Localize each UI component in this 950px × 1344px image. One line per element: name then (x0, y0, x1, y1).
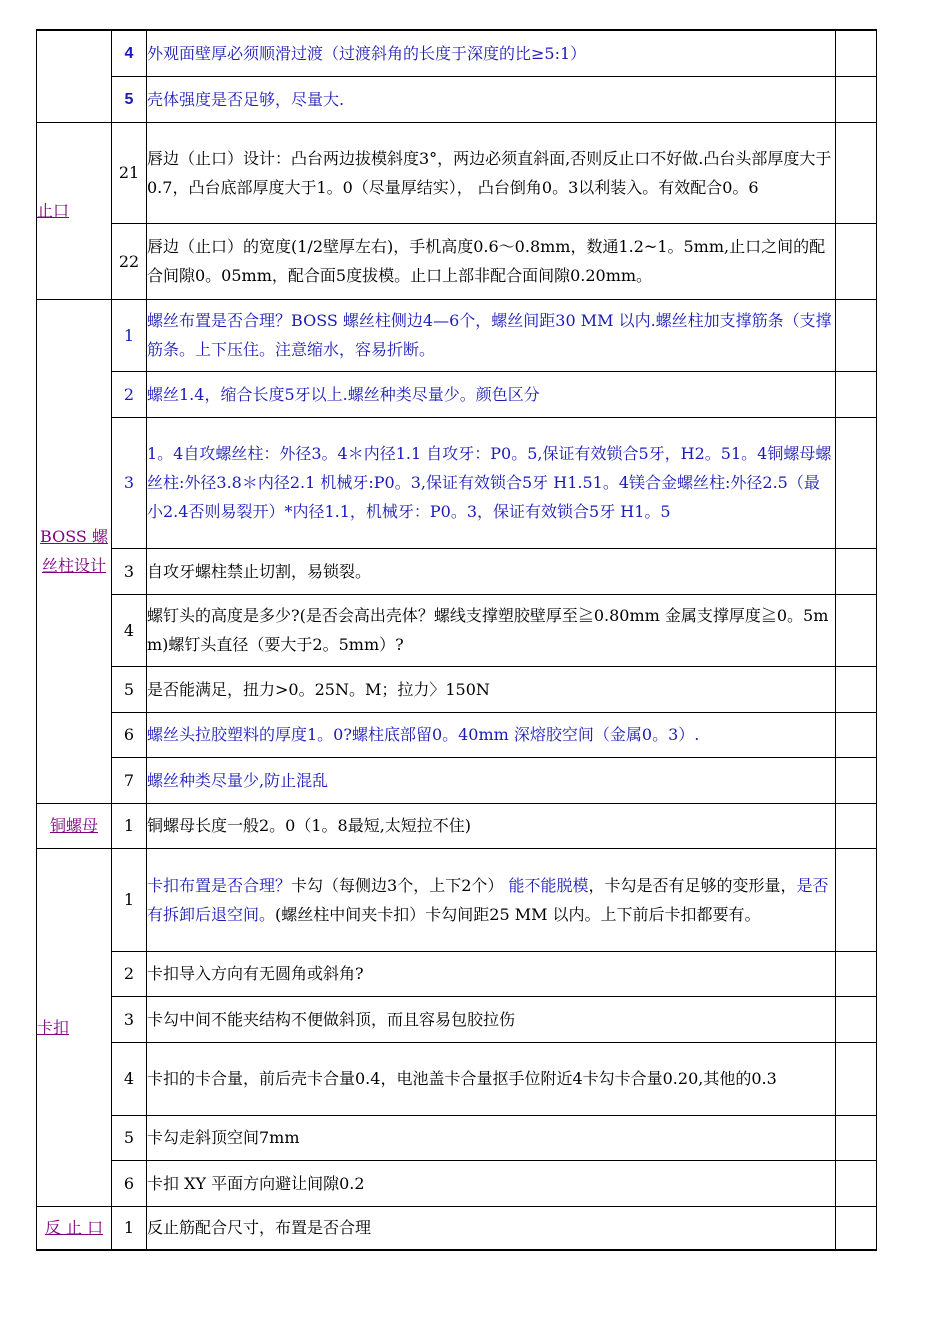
row-text: 唇边（止口）的宽度(1/2壁厚左右)，手机高度0.6～0.8mm，数通1.2~1。5mm,止口之间的配合间隙0。05mm，配合面5度拔模。止口上部非配合面间隙0.20mm。 (147, 223, 836, 299)
table-row (37, 122, 877, 223)
row-text: 螺丝种类尽量少,防止混乱 (147, 757, 836, 803)
check-cell[interactable] (836, 122, 877, 223)
row-text: 外观面壁厚必须顺滑过渡（过渡斜角的长度于深度的比≥5:1） (147, 30, 836, 76)
check-cell[interactable] (836, 1160, 877, 1206)
row-text: 螺丝1.4，缩合长度5牙以上.螺丝种类尽量少。颜色区分 (147, 371, 836, 417)
table-row (37, 1160, 877, 1206)
table-row (37, 1042, 877, 1115)
check-cell[interactable] (836, 951, 877, 996)
check-cell[interactable] (836, 223, 877, 299)
row-text: 螺丝布置是否合理？BOSS 螺丝柱侧边4—6个，螺丝间距30 MM 以内.螺丝柱加支撑筋条（支撑筋条。上下压住。注意缩水，容易折断。 (147, 299, 836, 371)
check-cell[interactable] (836, 76, 877, 122)
row-text: 壳体强度是否足够，尽量大. (147, 76, 836, 122)
table-row (37, 951, 877, 996)
check-cell[interactable] (836, 30, 877, 76)
row-number: 3 (112, 417, 147, 548)
row-number: 1 (112, 848, 147, 951)
table-row (37, 757, 877, 803)
check-cell[interactable] (836, 996, 877, 1042)
row-number: 21 (112, 122, 147, 223)
table-row (37, 594, 877, 666)
check-cell[interactable] (836, 712, 877, 757)
category-cell-stop-lip: 止口 (37, 122, 112, 299)
check-cell[interactable] (836, 803, 877, 848)
row-text: 卡扣导入方向有无圆角或斜角? (147, 951, 836, 996)
row-text: 是否能满足，扭力>0。25N。M；拉力〉150N (147, 666, 836, 712)
table-row (37, 848, 877, 951)
table-row (37, 1115, 877, 1160)
row-number: 5 (112, 76, 147, 122)
row-text: 自攻牙螺柱禁止切割，易锁裂。 (147, 548, 836, 594)
check-cell[interactable] (836, 594, 877, 666)
check-cell[interactable] (836, 1042, 877, 1115)
check-cell[interactable] (836, 417, 877, 548)
row-number: 5 (112, 666, 147, 712)
table-row (37, 996, 877, 1042)
category-cell-boss: BOSS 螺丝柱设计 (37, 299, 112, 803)
row-text: 反止筋配合尺寸，布置是否合理 (147, 1206, 836, 1250)
row-number: 2 (112, 951, 147, 996)
row-text: 螺钉头的高度是多少?(是否会高出壳体？螺线支撑塑胶壁厚至≧0.80mm 金属支撑厚度≧0。5mm)螺钉头直径（要大于2。5mm）? (147, 594, 836, 666)
row-text: 卡勾走斜顶空间7mm (147, 1115, 836, 1160)
check-cell[interactable] (836, 757, 877, 803)
row-number: 3 (112, 548, 147, 594)
row-number: 3 (112, 996, 147, 1042)
row-number: 2 (112, 371, 147, 417)
row-number: 4 (112, 1042, 147, 1115)
check-cell[interactable] (836, 848, 877, 951)
table-row (37, 76, 877, 122)
row-text: 卡扣布置是否合理？卡勾（每侧边3个，上下2个） 能不能脱模，卡勾是否有足够的变形量，是否有拆卸后退空间。(螺丝柱中间夹卡扣）卡勾间距25 MM 以内。上下前后卡扣都要有。 (147, 848, 836, 951)
row-text: 唇边（止口）设计：凸台两边拔模斜度3°，两边必须直斜面,否则反止口不好做.凸台头部厚度大于0.7，凸台底部厚度大于1。0（尽量厚结实）， 凸台倒角0。3以利装入。有效配合0。6 (147, 122, 836, 223)
check-cell[interactable] (836, 371, 877, 417)
checklist-table (36, 29, 877, 1251)
row-number: 6 (112, 712, 147, 757)
row-number: 22 (112, 223, 147, 299)
row-number: 7 (112, 757, 147, 803)
row-text: 卡扣 XY 平面方向避让间隙0.2 (147, 1160, 836, 1206)
row-number: 4 (112, 30, 147, 76)
table-row (37, 1206, 877, 1250)
table-row (37, 548, 877, 594)
table-row (37, 299, 877, 371)
category-cell-snap: 卡扣 (37, 848, 112, 1206)
row-text: 1。4自攻螺丝柱：外径3。4＊内径1.1 自攻牙：P0。5,保证有效锁合5牙，H2。51。4铜螺母螺丝柱:外径3.8＊内径2.1 机械牙:P0。3,保证有效锁合5牙 H1.51。4镁合金螺丝柱:外径2.5（最小2.4否则易裂开）*内径1.1，机械牙：P0。3，保证有效锁合5牙 H1。5 (147, 417, 836, 548)
row-number: 4 (112, 594, 147, 666)
row-number: 6 (112, 1160, 147, 1206)
check-cell[interactable] (836, 548, 877, 594)
row-text: 卡勾中间不能夹结构不便做斜顶，而且容易包胶拉伤 (147, 996, 836, 1042)
row-text: 铜螺母长度一般2。0（1。8最短,太短拉不住) (147, 803, 836, 848)
table-row (37, 223, 877, 299)
row-text: 螺丝头拉胶塑料的厚度1。0?螺柱底部留0。40mm 深熔胶空间（金属0。3）. (147, 712, 836, 757)
table-row (37, 30, 877, 76)
check-cell[interactable] (836, 666, 877, 712)
check-cell[interactable] (836, 1206, 877, 1250)
row-text: 卡扣的卡合量，前后壳卡合量0.4，电池盖卡合量抠手位附近4卡勾卡合量0.20,其他的0.3 (147, 1042, 836, 1115)
category-cell-empty (37, 30, 112, 122)
row-number: 5 (112, 1115, 147, 1160)
table-row (37, 712, 877, 757)
category-cell-copper-nut: 铜螺母 (37, 803, 112, 848)
category-cell-anti-stop-lip: 反 止 口 (37, 1206, 112, 1250)
table-row (37, 803, 877, 848)
table-row (37, 417, 877, 548)
row-number: 1 (112, 299, 147, 371)
table-row (37, 666, 877, 712)
row-number: 1 (112, 803, 147, 848)
row-number: 1 (112, 1206, 147, 1250)
table-row (37, 371, 877, 417)
check-cell[interactable] (836, 299, 877, 371)
check-cell[interactable] (836, 1115, 877, 1160)
